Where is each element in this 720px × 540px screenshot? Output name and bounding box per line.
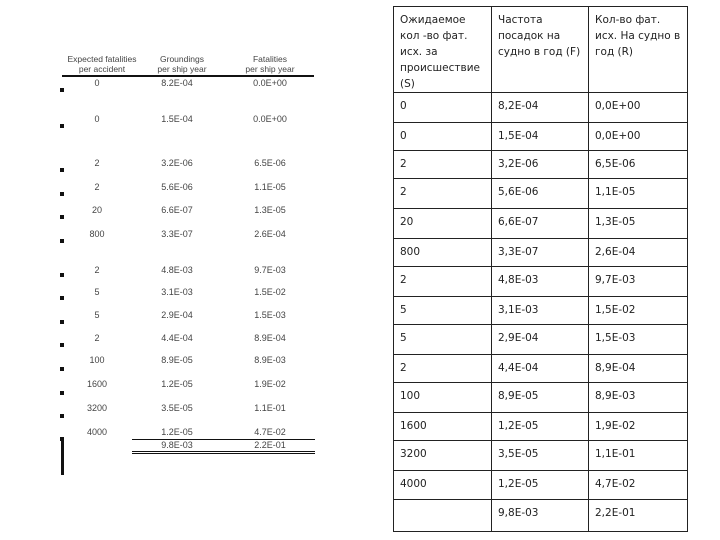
table-cell: 800 (394, 239, 492, 267)
header-line: per accident (78, 64, 126, 74)
table-row (394, 441, 688, 471)
bullet-mark (60, 320, 64, 324)
table-cell: 2,2E-01 (589, 500, 688, 532)
table-row (394, 355, 688, 383)
table-row (394, 151, 688, 179)
table-cell: 8.2E-04 (161, 78, 193, 88)
table-row (0, 333, 330, 347)
table-cell: 8,9E-04 (589, 355, 688, 383)
table-cell (394, 500, 492, 532)
table-cell: 1,2E-05 (492, 471, 589, 500)
header-s: Ожидаемое кол -во фат. исх. за происшествие (S) (394, 7, 492, 93)
bullet-mark (60, 168, 64, 172)
table-cell: 3,3E-07 (492, 239, 589, 267)
table-row (394, 179, 688, 209)
table-cell: 0 (94, 114, 100, 124)
table-cell: 0 (94, 78, 100, 88)
table-cell: 2,9E-04 (492, 325, 589, 355)
table-cell: 20 (91, 205, 102, 215)
table-cell: 0.0E+00 (253, 114, 287, 124)
table-cell: 2 (394, 179, 492, 209)
table-cell: 1.1E-05 (254, 182, 286, 192)
table-cell: 1600 (86, 379, 108, 389)
table-row (394, 239, 688, 267)
table-cell: 8,9E-05 (492, 383, 589, 413)
bullet-mark (60, 367, 64, 371)
bullet-mark (60, 192, 64, 196)
table-cell: 6.5E-06 (254, 158, 286, 168)
header-line: per ship year (245, 64, 295, 74)
table-cell: 1,2E-05 (492, 413, 589, 441)
table-cell: 5 (394, 297, 492, 325)
table-cell: 9.7E-03 (254, 265, 286, 275)
table-cell: 3.3E-07 (161, 229, 193, 239)
double-rule (132, 453, 315, 454)
table-cell: 1,1E-05 (589, 179, 688, 209)
table-row (0, 158, 330, 172)
table-cell: 3.1E-03 (161, 287, 193, 297)
english-table-image (0, 0, 330, 540)
double-rule (132, 451, 315, 452)
table-cell: 4.8E-03 (161, 265, 193, 275)
bullet-mark (60, 273, 64, 277)
table-cell: 1,3E-05 (589, 209, 688, 239)
table-row (0, 379, 330, 393)
table-cell: 0 (394, 93, 492, 123)
table-row (0, 182, 330, 196)
table-cell: 4.7E-02 (254, 427, 286, 437)
table-cell: 1.5E-03 (254, 310, 286, 320)
table-row (394, 93, 688, 123)
table-cell: 5 (94, 287, 100, 297)
table-cell: 8.9E-04 (254, 333, 286, 343)
table-cell: 4.4E-04 (161, 333, 193, 343)
table-cell: 2 (394, 355, 492, 383)
table-cell: 2 (94, 182, 100, 192)
header-rule (62, 75, 314, 77)
table-cell: 1,5E-04 (492, 123, 589, 151)
table-row (0, 229, 330, 243)
table-cell: 2 (94, 265, 100, 275)
table-row (394, 471, 688, 500)
table-cell: 2 (94, 158, 100, 168)
table-cell: 20 (394, 209, 492, 239)
table-cell: 5.6E-06 (161, 182, 193, 192)
table-cell: 5 (94, 310, 100, 320)
table-cell: 100 (89, 355, 105, 365)
total-fatalities: 2.2E-01 (254, 440, 286, 450)
table-row (0, 310, 330, 324)
table-cell: 2 (394, 267, 492, 297)
table-cell: 4,7E-02 (589, 471, 688, 500)
table-cell: 1.3E-05 (254, 205, 286, 215)
table-cell: 8,9E-03 (589, 383, 688, 413)
bullet-mark (60, 414, 64, 418)
table-cell: 6,6E-07 (492, 209, 589, 239)
table-row (0, 265, 330, 279)
header-groundings (142, 54, 222, 74)
bullet-mark (60, 296, 64, 300)
table-cell: 3,2E-06 (492, 151, 589, 179)
table-cell: 0.0E+00 (253, 78, 287, 88)
table-cell: 2.6E-04 (254, 229, 286, 239)
table-cell: 3,5E-05 (492, 441, 589, 471)
bullet-mark (60, 239, 64, 243)
table-cell: 1.5E-04 (161, 114, 193, 124)
header-line: Groundings (160, 54, 204, 64)
table-cell: 1.5E-02 (254, 287, 286, 297)
table-cell: 0,0E+00 (589, 123, 688, 151)
table-cell: 1.2E-05 (161, 379, 193, 389)
table-cell: 2,6E-04 (589, 239, 688, 267)
header-fatalities (230, 54, 310, 74)
header-expected-fatalities (52, 54, 152, 74)
table-row (394, 123, 688, 151)
table-cell: 1600 (394, 413, 492, 441)
table-cell: 8,2E-04 (492, 93, 589, 123)
table-row (0, 287, 330, 301)
table-cell: 0 (394, 123, 492, 151)
table-cell: 3200 (86, 403, 108, 413)
table-cell: 6.6E-07 (161, 205, 193, 215)
bullet-mark (60, 124, 64, 128)
table-cell: 3.2E-06 (161, 158, 193, 168)
russian-table (393, 6, 688, 532)
bullet-mark (60, 391, 64, 395)
table-cell: 1.2E-05 (161, 427, 193, 437)
header-r: Кол-во фат. исх. На судно в год (R) (589, 7, 688, 93)
table-cell: 0,0E+00 (589, 93, 688, 123)
table-cell: 2 (394, 151, 492, 179)
table-cell: 9,7E-03 (589, 267, 688, 297)
table-row (394, 325, 688, 355)
table-cell: 1,9E-02 (589, 413, 688, 441)
header-line: Expected fatalities (67, 54, 137, 64)
bullet-mark (60, 215, 64, 219)
table-row (0, 205, 330, 219)
table-cell: 1,1E-01 (589, 441, 688, 471)
header-line: Fatalities (252, 54, 287, 64)
header-row (394, 7, 688, 93)
table-cell: 3200 (394, 441, 492, 471)
table-cell: 1,5E-03 (589, 325, 688, 355)
table-cell: 1.1E-01 (254, 403, 286, 413)
table-row (0, 355, 330, 369)
table-cell: 2.9E-04 (161, 310, 193, 320)
table-cell: 4000 (86, 427, 108, 437)
table-cell: 100 (394, 383, 492, 413)
table-cell: 4,4E-04 (492, 355, 589, 383)
table-cell: 4,8E-03 (492, 267, 589, 297)
table-row (394, 500, 688, 532)
table-row (0, 114, 330, 128)
total-groundings: 9.8E-03 (161, 440, 193, 450)
table-cell: 6,5E-06 (589, 151, 688, 179)
table-row (0, 403, 330, 417)
header-f: Частота посадок на судно в год (F) (492, 7, 589, 93)
table-cell: 1,5E-02 (589, 297, 688, 325)
table-cell: 4000 (394, 471, 492, 500)
table-row (394, 383, 688, 413)
table-cell: 3.5E-05 (161, 403, 193, 413)
table-cell: 5,6E-06 (492, 179, 589, 209)
margin-bar (61, 437, 64, 475)
table-row (394, 267, 688, 297)
table-cell: 8.9E-03 (254, 355, 286, 365)
table-cell: 2 (94, 333, 100, 343)
table-row (394, 297, 688, 325)
bullet-mark (60, 343, 64, 347)
header-line: per ship year (157, 64, 207, 74)
bullet-mark (60, 88, 64, 92)
table-cell: 5 (394, 325, 492, 355)
table-cell: 9,8E-03 (492, 500, 589, 532)
table-cell: 800 (89, 229, 105, 239)
table-row (394, 209, 688, 239)
table-cell: 1.9E-02 (254, 379, 286, 389)
table-cell: 8.9E-05 (161, 355, 193, 365)
table-row (0, 78, 330, 92)
table-row (394, 413, 688, 441)
table-cell: 3,1E-03 (492, 297, 589, 325)
